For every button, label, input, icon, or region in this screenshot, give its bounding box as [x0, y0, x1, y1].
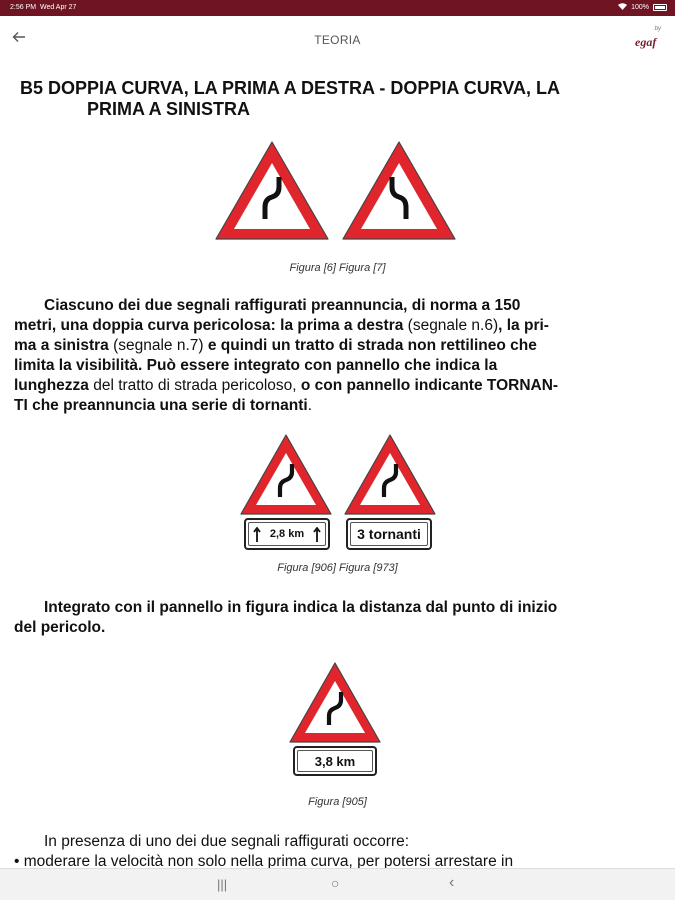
- sign-double-curve-right-first: [213, 139, 331, 243]
- status-date: Wed Apr 27: [39, 4, 77, 11]
- paragraph-1-line: limita la visibilità. Può essere integrato con pannello che indica la: [14, 357, 498, 374]
- section-heading: [20, 78, 650, 120]
- paragraph-3-line: In presenza di uno dei due segnali raffigurati occorre:: [44, 833, 410, 850]
- paragraph-1-line: Ciascuno dei due segnali raffigurati preannuncia, di norma a 150: [44, 297, 521, 314]
- arrow-up-icon: [313, 527, 321, 543]
- text-run: (segnale n.6): [407, 317, 499, 334]
- figure-caption-1: [0, 262, 675, 274]
- paragraph-3: [14, 832, 664, 868]
- nav-back-button[interactable]: ‹: [449, 874, 455, 891]
- caption-label: Figura: [308, 796, 343, 808]
- text-run: ma a sinistra: [14, 337, 114, 354]
- battery-icon: [653, 4, 667, 11]
- sign-double-curve-906: [238, 432, 334, 518]
- figure-link-973[interactable]: [973]: [373, 562, 398, 574]
- text-run: del tratto di strada pericoloso,: [88, 377, 301, 394]
- wifi-icon: [618, 3, 627, 12]
- theory-content[interactable]: [0, 64, 675, 868]
- system-nav-bar: [0, 868, 675, 900]
- paragraph-1-line: [14, 336, 664, 356]
- figure-link-905[interactable]: [905]: [342, 796, 367, 808]
- panel-distance-length: [244, 518, 330, 550]
- status-indicators: [618, 3, 667, 12]
- paragraph-2-line: del pericolo.: [14, 619, 106, 636]
- status-time: 2:56 PM: [10, 4, 37, 11]
- figure-link-6[interactable]: [6]: [323, 262, 336, 274]
- heading-line-1: B5 DOPPIA CURVA, LA PRIMA A DESTRA - DOPPIA CURVA, LA: [20, 78, 561, 98]
- paragraph-3-line: • moderare la velocità non solo nella prima curva, per potersi arrestare in: [14, 853, 514, 868]
- text-run: metri, una doppia curva pericolosa: la prima a destra: [14, 317, 408, 334]
- panel-distance-text: 2,8 km: [269, 528, 305, 540]
- panel-tornanti-text: 3 tornanti: [357, 526, 421, 542]
- text-run: lunghezza: [14, 377, 89, 394]
- paragraph-1-line: [14, 396, 664, 416]
- text-run: , la pri-: [498, 317, 549, 334]
- figure-caption-3: [0, 796, 675, 808]
- caption-label: Figura: [335, 262, 374, 274]
- status-time-date: [10, 4, 76, 11]
- panel-tornanti: [346, 518, 432, 550]
- caption-label: Figura: [335, 562, 374, 574]
- panel-border: [297, 750, 373, 772]
- app-bar: [0, 16, 675, 64]
- arrow-up-icon: [253, 527, 261, 543]
- caption-label: Figura: [289, 262, 324, 274]
- egaf-logo: [635, 26, 661, 54]
- sign-double-curve-left-first: [340, 139, 458, 243]
- recent-apps-button[interactable]: |||: [217, 877, 228, 892]
- text-run: e quindi un tratto di strada non rettilineo che: [203, 337, 537, 354]
- panel-distance-text: 3,8 km: [314, 753, 356, 769]
- figure-caption-2: [0, 562, 675, 574]
- paragraph-2: [14, 598, 664, 638]
- paragraph-1-line: [14, 376, 664, 396]
- page-title: TEORIA: [314, 33, 361, 47]
- figure-link-906[interactable]: [906]: [311, 562, 336, 574]
- text-run: .: [307, 397, 313, 414]
- text-run: TI che preannuncia una serie di tornanti: [14, 397, 308, 414]
- heading-line-2: PRIMA A SINISTRA: [87, 99, 251, 119]
- battery-percent: 100%: [631, 4, 649, 11]
- paragraph-2-line: Integrato con il pannello in figura indica la distanza dal punto di inizio: [44, 599, 558, 616]
- paragraph-1-line: [14, 316, 664, 336]
- text-run: (segnale n.7): [113, 337, 204, 354]
- figure-link-7[interactable]: [7]: [373, 262, 386, 274]
- text-run: o con pannello indicante TORNAN-: [300, 377, 559, 394]
- logo-mark: egaf: [635, 35, 657, 49]
- caption-label: Figura: [277, 562, 312, 574]
- logo-by: by: [654, 26, 661, 32]
- panel-border: [350, 522, 428, 546]
- sign-double-curve-973: [342, 432, 438, 518]
- status-bar: [0, 0, 675, 16]
- paragraph-1: [14, 296, 664, 416]
- home-button[interactable]: ○: [331, 875, 340, 891]
- sign-double-curve-905: [287, 660, 383, 746]
- panel-distance: [293, 746, 377, 776]
